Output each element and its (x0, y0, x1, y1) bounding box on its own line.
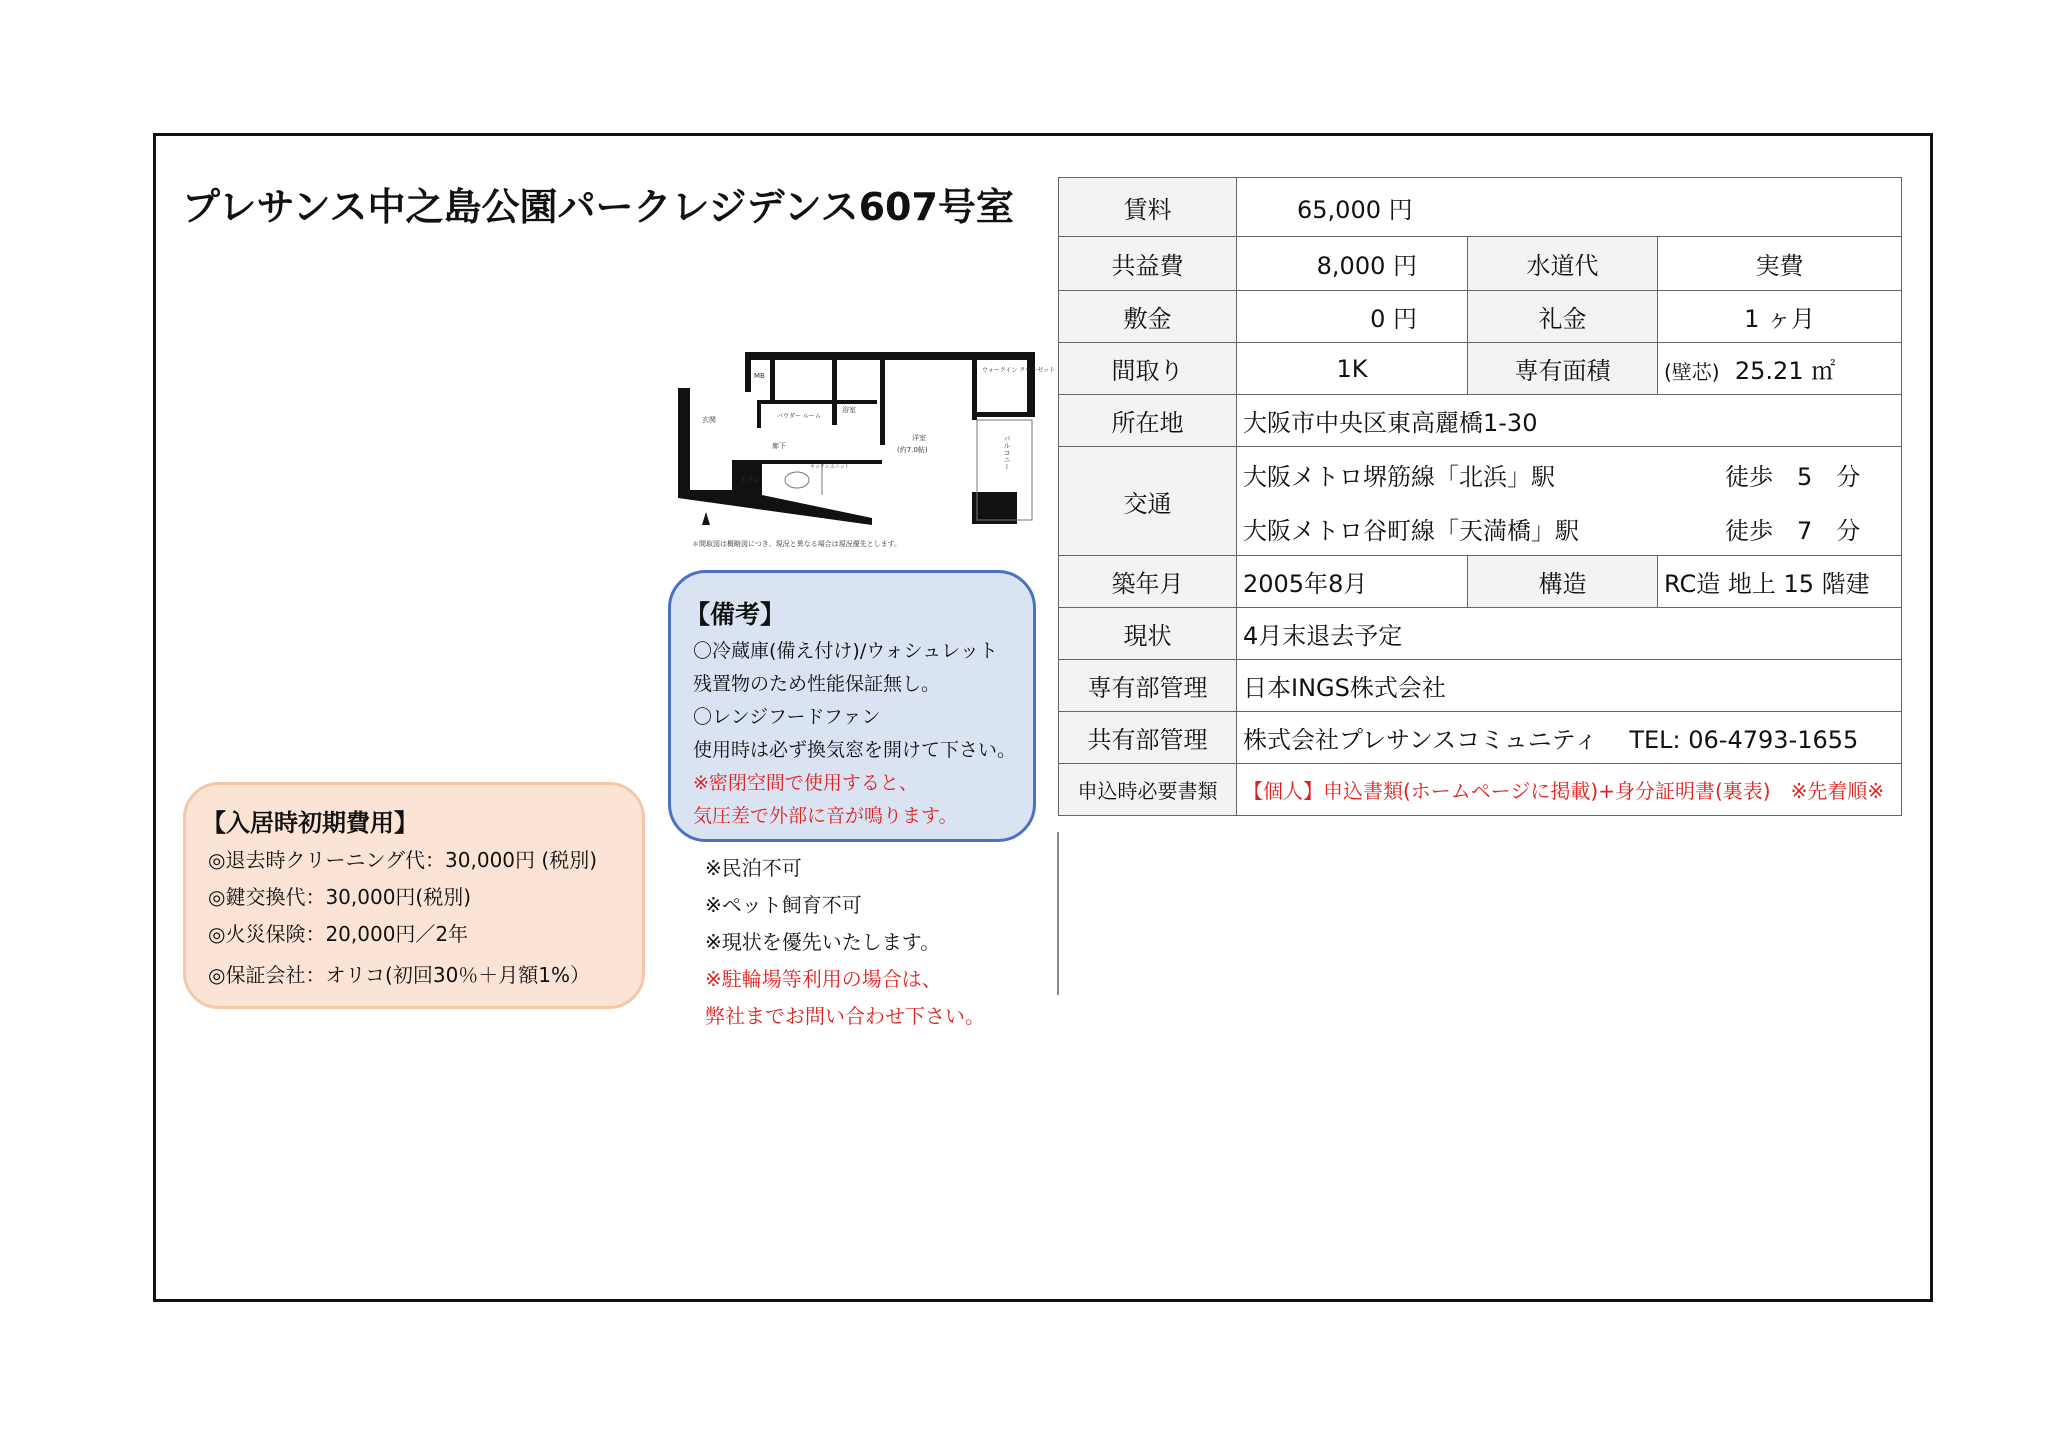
property-spec-table (1058, 177, 1902, 816)
remarks-box (668, 570, 1036, 842)
private-mgmt-value: 日本INGS株式会社 (1237, 660, 1902, 712)
floor-plan-room-label: 浴室 (842, 406, 856, 414)
water-label: 水道代 (1468, 237, 1658, 291)
floor-plan-room-label: 玄関 (702, 416, 716, 424)
transport-line: 大阪メトロ谷町線「天満橋」駅 (1243, 516, 1579, 545)
layout-value: 1K (1237, 343, 1468, 395)
transport-line: 大阪メトロ堺筋線「北浜」駅 (1243, 462, 1555, 491)
note-item-warning: ※駐輪場等利用の場合は、 (705, 967, 942, 991)
transport-label: 交通 (1059, 447, 1237, 556)
floor-plan-room-label: パウダー ルーム (777, 413, 821, 420)
remarks-warning-line: 気圧差で外部に音が鳴ります。 (693, 805, 958, 827)
area-cell (1658, 343, 1902, 395)
floor-plan-note: ＊間取図は概略図につき、現況と異なる場合は現況優先とします。 (692, 540, 902, 548)
floor-plan-room-label: トイレ (740, 476, 761, 484)
remarks-heading: 【備考】 (685, 600, 786, 629)
note-item: ※民泊不可 (705, 856, 802, 880)
initial-costs-box (183, 782, 645, 1009)
initial-cost-item: ◎火災保険：20,000円／2年 (208, 922, 469, 946)
layout-label: 間取り (1059, 343, 1237, 395)
structure-label: 構造 (1468, 556, 1658, 608)
note-item: ※ペット飼育不可 (705, 893, 862, 917)
common-mgmt-label: 共有部管理 (1059, 712, 1237, 764)
floor-plan-room-label: 洋室 (912, 434, 926, 442)
initial-cost-item: ◎鍵交換代：30,000円(税別) (208, 885, 472, 909)
deposit-label: 敷金 (1059, 291, 1237, 343)
notes-list (705, 850, 985, 1035)
transport-walk: 徒歩 5 分 (1725, 462, 1861, 491)
remarks-line: 残置物のため性能保証無し。 (693, 673, 941, 695)
floor-plan-room-label: (約7.0帖) (897, 446, 928, 454)
structure-value: RC造 地上 15 階建 (1658, 556, 1902, 608)
built-label: 築年月 (1059, 556, 1237, 608)
rent-value: 65,000 円 (1237, 178, 1902, 237)
remarks-line: 〇レンジフードファン (693, 706, 881, 728)
common-fee-value: 8,000 円 (1237, 237, 1468, 291)
key-money-value: 1 ヶ月 (1658, 291, 1902, 343)
status-value: 4月末退去予定 (1237, 608, 1902, 660)
address-value: 大阪市中央区東高麗橋1-30 (1237, 395, 1902, 447)
private-mgmt-label: 専有部管理 (1059, 660, 1237, 712)
area-label: 専有面積 (1468, 343, 1658, 395)
note-item: ※現状を優先いたします。 (705, 930, 941, 954)
water-value: 実費 (1658, 237, 1902, 291)
key-money-label: 礼金 (1468, 291, 1658, 343)
transport-walk: 徒歩 7 分 (1725, 516, 1861, 545)
deposit-value: 0 円 (1237, 291, 1468, 343)
transport-cell (1237, 447, 1902, 556)
floor-plan-room-label: 廊下 (772, 442, 786, 450)
address-label: 所在地 (1059, 395, 1237, 447)
property-title: プレサンス中之島公園パークレジデンス607号室 (182, 185, 1014, 229)
initial-cost-item: ◎退去時クリーニング代：30,000円 (税別) (208, 848, 597, 872)
area-value: 25.21 ㎡ (1734, 357, 1836, 385)
initial-costs-heading: 【入居時初期費用】 (202, 809, 418, 837)
initial-cost-item: ◎保証会社：オリコ(初回30％＋月額1%） (208, 963, 591, 987)
table-extension-line (1057, 832, 1059, 995)
common-mgmt-value: 株式会社プレサンスコミュニティ TEL: 06-4793-1655 (1237, 712, 1902, 764)
area-prefix: (壁芯) (1664, 360, 1720, 384)
common-fee-label: 共益費 (1059, 237, 1237, 291)
remarks-line: 〇冷蔵庫(備え付け)/ウォシュレット (693, 640, 998, 662)
status-label: 現状 (1059, 608, 1237, 660)
north-arrow-icon (702, 512, 710, 525)
docs-label: 申込時必要書類 (1059, 764, 1237, 816)
floor-plan-room-label: キッチンユニット (810, 464, 850, 470)
transport-item (1243, 447, 1895, 501)
floor-plan-room-label: MB (754, 372, 765, 380)
transport-item (1243, 501, 1895, 555)
floor-plan-room-label: ウォークイン クローゼット (982, 367, 1056, 374)
built-value: 2005年8月 (1237, 556, 1468, 608)
remarks-warning-line: ※密閉空間で使用すると、 (693, 772, 918, 794)
remarks-line: 使用時は必ず換気窓を開けて下さい。 (693, 739, 1017, 761)
floor-plan-room-label: バルコニー (1003, 435, 1011, 470)
docs-value: 【個人】申込書類(ホームページに掲載)+身分証明書(裏表) ※先着順※ (1237, 764, 1902, 816)
note-item-warning: 弊社までお問い合わせ下さい。 (705, 1004, 985, 1028)
rent-label: 賃料 (1059, 178, 1237, 237)
floor-plan (672, 340, 1056, 550)
